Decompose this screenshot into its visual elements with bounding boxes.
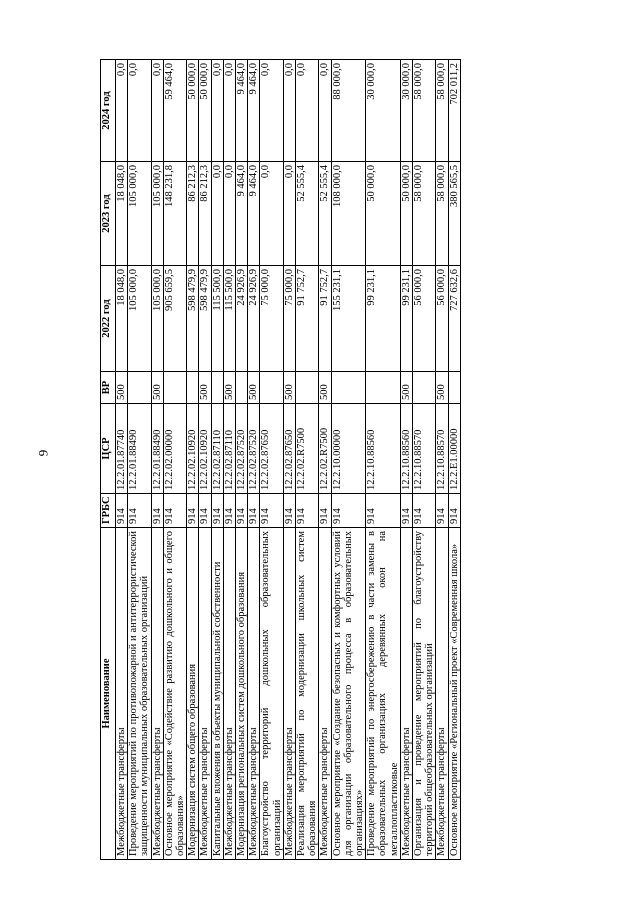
cell-vr (236, 372, 248, 404)
cell-name: Основное мероприятие «Содействие развитию дошкольного и общего образования» (163, 528, 186, 860)
cell-y2022: 99 231,1 (400, 266, 412, 372)
cell-vr: 500 (319, 372, 331, 404)
cell-csr: 12.2.10.88570 (436, 404, 448, 494)
cell-y2024: 59 464,0 (163, 60, 186, 162)
cell-grbs: 914 (283, 494, 295, 528)
cell-y2023: 108 000,0 (331, 162, 366, 266)
cell-y2022: 905 659,5 (163, 266, 186, 372)
cell-y2022: 75 000,0 (283, 266, 295, 372)
cell-vr: 500 (400, 372, 412, 404)
cell-grbs: 914 (260, 494, 283, 528)
cell-y2022: 115 500,0 (211, 266, 223, 372)
table-row (296, 60, 319, 860)
cell-vr (211, 372, 223, 404)
cell-y2024: 0,0 (260, 60, 283, 162)
cell-vr: 500 (151, 372, 163, 404)
cell-y2022: 99 231,1 (366, 266, 401, 372)
cell-y2023: 50 000,0 (400, 162, 412, 266)
table-row (319, 60, 331, 860)
table-row (283, 60, 295, 860)
cell-y2023: 148 231,8 (163, 162, 186, 266)
cell-grbs: 914 (331, 494, 366, 528)
cell-y2022: 727 632,6 (448, 266, 460, 372)
table-row (260, 60, 283, 860)
cell-y2023: 0,0 (211, 162, 223, 266)
cell-csr: 12.2.10.88560 (366, 404, 401, 494)
cell-y2023: 9 464,0 (248, 162, 260, 266)
cell-vr: 500 (283, 372, 295, 404)
table-row (211, 60, 223, 860)
cell-y2024: 58 000,0 (413, 60, 436, 162)
cell-y2022: 105 000,0 (128, 266, 151, 372)
table-row (163, 60, 186, 860)
cell-y2022: 24 926,9 (236, 266, 248, 372)
table-row (236, 60, 248, 860)
cell-csr: 12.2.10.88560 (400, 404, 412, 494)
cell-y2023: 50 000,0 (366, 162, 401, 266)
cell-name: Модернизация региональных систем дошкольного образования (236, 528, 248, 860)
cell-y2023: 0,0 (283, 162, 295, 266)
cell-name: Реализация мероприятий по модернизации школьных систем образования (296, 528, 319, 860)
cell-name: Межбюджетные трансферты (400, 528, 412, 860)
cell-name: Модернизация систем общего образования (187, 528, 199, 860)
cell-y2023: 52 555,4 (296, 162, 319, 266)
cell-vr: 500 (116, 372, 128, 404)
cell-csr: 12.2.02.87520 (236, 404, 248, 494)
cell-csr: 12.2.01.88490 (151, 404, 163, 494)
cell-y2023: 105 000,0 (128, 162, 151, 266)
cell-y2022: 115 500,0 (223, 266, 235, 372)
cell-vr (448, 372, 460, 404)
cell-y2024: 0,0 (128, 60, 151, 162)
cell-y2024: 88 000,0 (331, 60, 366, 162)
cell-y2023: 58 000,0 (436, 162, 448, 266)
cell-y2022: 75 000,0 (260, 266, 283, 372)
cell-name: Благоустройство территорий дошкольных образовательных организаций (260, 528, 283, 860)
cell-csr: 12.2.02.00000 (163, 404, 186, 494)
table-row (413, 60, 436, 860)
header-2023: 2023 год (101, 162, 116, 266)
cell-csr: 12.2.02.87650 (283, 404, 295, 494)
cell-grbs: 914 (211, 494, 223, 528)
cell-y2022: 155 231,1 (331, 266, 366, 372)
cell-grbs: 914 (187, 494, 199, 528)
cell-y2023: 52 555,4 (319, 162, 331, 266)
cell-y2024: 50 000,0 (199, 60, 211, 162)
cell-y2024: 50 000,0 (187, 60, 199, 162)
table-row (151, 60, 163, 860)
table-row (199, 60, 211, 860)
cell-name: Межбюджетные трансферты (116, 528, 128, 860)
cell-y2022: 598 479,9 (187, 266, 199, 372)
cell-name: Межбюджетные трансферты (248, 528, 260, 860)
table-row (116, 60, 128, 860)
cell-csr: 12.2.02.87110 (211, 404, 223, 494)
cell-name: Межбюджетные трансферты (319, 528, 331, 860)
cell-csr: 12.2.02.R7500 (296, 404, 319, 494)
cell-vr: 500 (223, 372, 235, 404)
cell-vr: 500 (199, 372, 211, 404)
cell-grbs: 914 (296, 494, 319, 528)
table-row (248, 60, 260, 860)
cell-vr (128, 372, 151, 404)
cell-csr: 12.2.02.87650 (260, 404, 283, 494)
cell-csr: 12.2.02.10920 (199, 404, 211, 494)
budget-table (100, 59, 461, 860)
cell-y2022: 598 479,9 (199, 266, 211, 372)
cell-y2022: 91 752,7 (296, 266, 319, 372)
cell-csr: 12.2.E1.00000 (448, 404, 460, 494)
cell-grbs: 914 (199, 494, 211, 528)
cell-name: Межбюджетные трансферты (199, 528, 211, 860)
cell-grbs: 914 (319, 494, 331, 528)
cell-name: Межбюджетные трансферты (283, 528, 295, 860)
cell-y2023: 18 048,0 (116, 162, 128, 266)
page-number: 9 (35, 449, 51, 457)
cell-y2023: 86 212,3 (199, 162, 211, 266)
cell-grbs: 914 (448, 494, 460, 528)
header-csr: ЦСР (101, 404, 116, 494)
cell-name: Основное мероприятие «Создание безопасных и комфортных условий для организации образовательного процесса в образовательных организациях» (331, 528, 366, 860)
cell-y2024: 9 464,0 (248, 60, 260, 162)
cell-vr (163, 372, 186, 404)
cell-y2024: 0,0 (116, 60, 128, 162)
cell-name: Межбюджетные трансферты (223, 528, 235, 860)
cell-grbs: 914 (116, 494, 128, 528)
cell-y2022: 18 048,0 (116, 266, 128, 372)
table-row (400, 60, 412, 860)
cell-name: Основное мероприятие «Региональный проект «Современная школа» (448, 528, 460, 860)
cell-y2024: 30 000,0 (400, 60, 412, 162)
header-name: Наименование (101, 528, 116, 860)
cell-grbs: 914 (436, 494, 448, 528)
cell-y2022: 56 000,0 (413, 266, 436, 372)
cell-y2024: 58 000,0 (436, 60, 448, 162)
cell-grbs: 914 (400, 494, 412, 528)
table-row (187, 60, 199, 860)
cell-csr: 12.2.10.88570 (413, 404, 436, 494)
cell-grbs: 914 (223, 494, 235, 528)
cell-y2023: 380 565,5 (448, 162, 460, 266)
cell-vr (187, 372, 199, 404)
cell-vr (260, 372, 283, 404)
table-row (128, 60, 151, 860)
cell-y2024: 30 000,0 (366, 60, 401, 162)
cell-csr: 12.2.02.87110 (223, 404, 235, 494)
table-row (436, 60, 448, 860)
cell-y2023: 86 212,3 (187, 162, 199, 266)
header-2022: 2022 год (101, 266, 116, 372)
table-row (223, 60, 235, 860)
rotated-table-container (100, 60, 570, 860)
cell-y2023: 105 000,0 (151, 162, 163, 266)
cell-csr: 12.2.02.87520 (248, 404, 260, 494)
cell-y2022: 105 000,0 (151, 266, 163, 372)
cell-csr: 12.2.02.10920 (187, 404, 199, 494)
table-row (331, 60, 366, 860)
table-header-row (101, 60, 116, 860)
cell-y2022: 24 926,9 (248, 266, 260, 372)
cell-y2022: 91 752,7 (319, 266, 331, 372)
cell-vr (331, 372, 366, 404)
cell-y2024: 702 011,2 (448, 60, 460, 162)
header-vr: ВР (101, 372, 116, 404)
cell-y2024: 0,0 (283, 60, 295, 162)
header-2024: 2024 год (101, 60, 116, 162)
cell-vr: 500 (436, 372, 448, 404)
cell-name: Межбюджетные трансферты (151, 528, 163, 860)
cell-name: Проведение мероприятий по энергосбережению в части замены в образовательных организациях деревянных окон на металлопластиковые (366, 528, 401, 860)
table-row (366, 60, 401, 860)
cell-y2024: 0,0 (296, 60, 319, 162)
cell-csr: 12.2.01.87740 (116, 404, 128, 494)
cell-grbs: 914 (163, 494, 186, 528)
cell-grbs: 914 (413, 494, 436, 528)
cell-y2024: 0,0 (211, 60, 223, 162)
table-body (116, 60, 461, 860)
cell-y2023: 9 464,0 (236, 162, 248, 266)
cell-vr (413, 372, 436, 404)
cell-name: Проведение мероприятий по противопожарной и антитеррористической защищенности муниципальных образовательных организаций (128, 528, 151, 860)
cell-y2023: 0,0 (223, 162, 235, 266)
cell-grbs: 914 (151, 494, 163, 528)
cell-y2024: 0,0 (151, 60, 163, 162)
cell-vr (296, 372, 319, 404)
cell-csr: 12.2.10.00000 (331, 404, 366, 494)
table-row (448, 60, 460, 860)
header-grbs: ГРБС (101, 494, 116, 528)
cell-csr: 12.2.01.88490 (128, 404, 151, 494)
cell-name: Капитальные вложения в объекты муниципальной собственности (211, 528, 223, 860)
cell-name: Межбюджетные трансферты (436, 528, 448, 860)
cell-y2024: 0,0 (223, 60, 235, 162)
cell-y2024: 9 464,0 (236, 60, 248, 162)
cell-csr: 12.2.02.R7500 (319, 404, 331, 494)
cell-y2023: 58 000,0 (413, 162, 436, 266)
cell-y2023: 0,0 (260, 162, 283, 266)
cell-grbs: 914 (236, 494, 248, 528)
cell-vr (366, 372, 401, 404)
cell-name: Организация и проведение мероприятий по благоустройству территорий общеобразовательных организаций (413, 528, 436, 860)
cell-y2022: 56 000,0 (436, 266, 448, 372)
cell-grbs: 914 (128, 494, 151, 528)
cell-vr: 500 (248, 372, 260, 404)
cell-grbs: 914 (366, 494, 401, 528)
cell-grbs: 914 (248, 494, 260, 528)
cell-y2024: 0,0 (319, 60, 331, 162)
